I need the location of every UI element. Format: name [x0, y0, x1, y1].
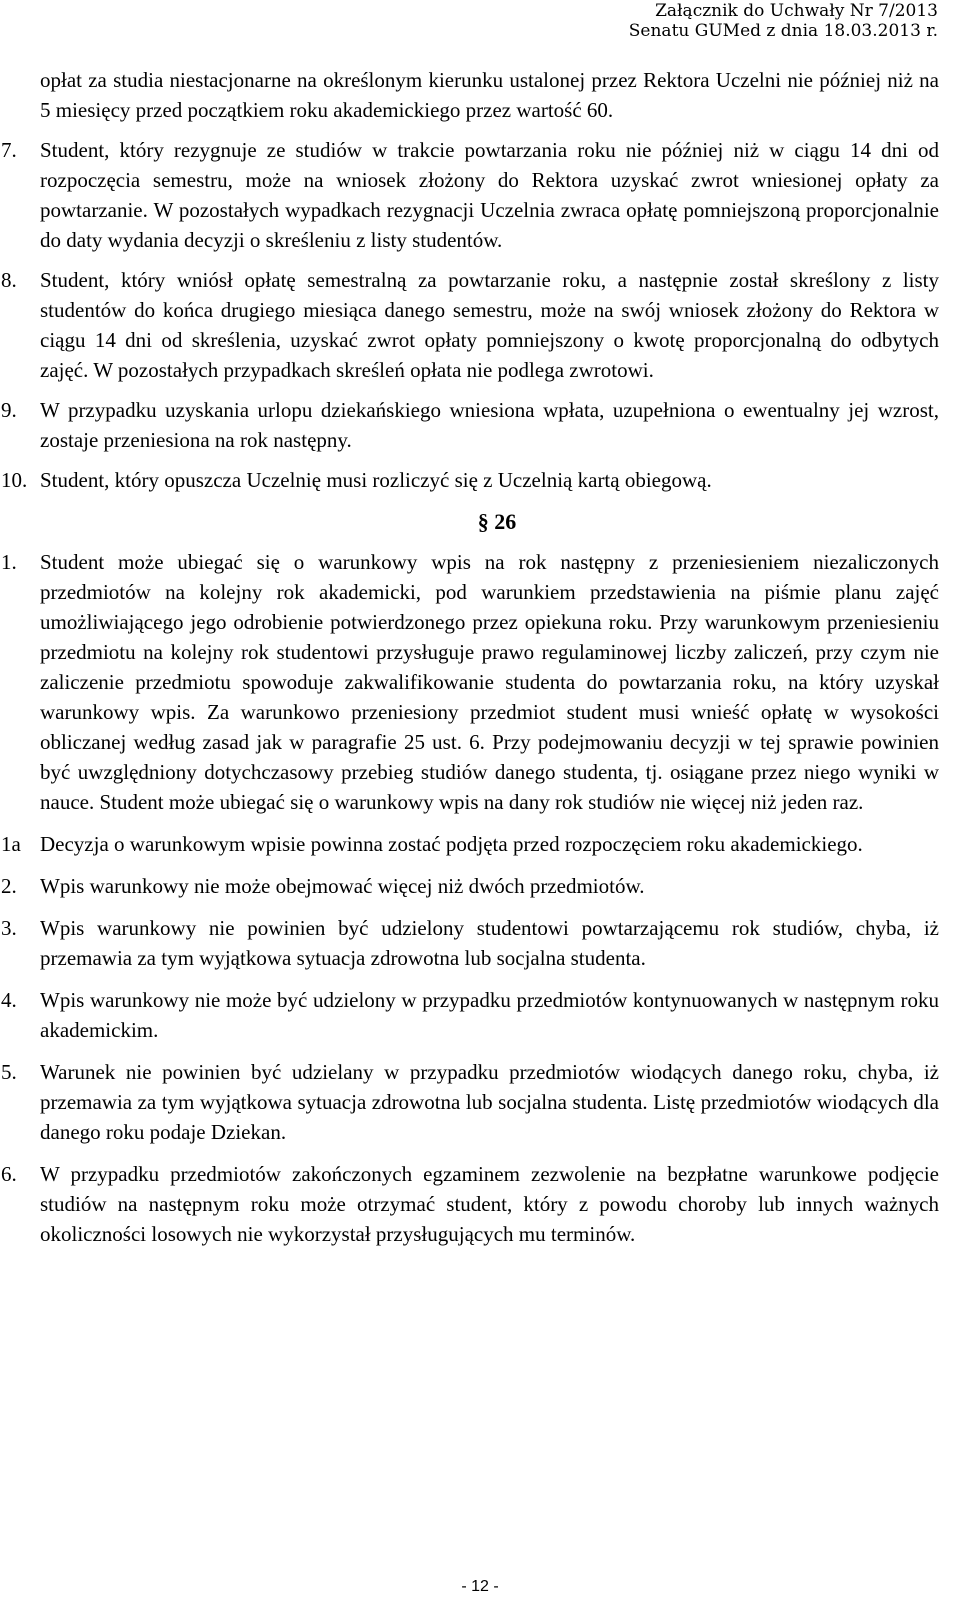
- item-text: Decyzja o warunkowym wpisie powinna zostać podjęta przed rozpoczęciem roku akademickiego.: [40, 832, 863, 856]
- item-number: 4.: [1, 988, 17, 1012]
- list-item: [1, 829, 939, 859]
- list-item: [1, 547, 939, 817]
- list-item: [1, 395, 939, 455]
- item-number: 6.: [1, 1162, 17, 1186]
- continuation-paragraph: opłat za studia niestacjonarne na określonym kierunku ustalonej przez Rektora Uczelni nie później niż na 5 miesięcy przed początkiem roku akademickiego przez wartość 60.: [40, 68, 939, 122]
- list-item: [1, 1057, 939, 1147]
- item-text: Student może ubiegać się o warunkowy wpis na rok następny z przeniesieniem niezaliczonych przedmiotów na kolejny rok akademicki, pod warunkiem przedstawienia na piśmie planu zajęć umożliwiającego jego odrobienie potwierdzonego przez opiekuna roku. Przy warunkowym przeniesieniu przedmiotu na kolejny rok studentowi przysługuje prawo regulaminowej liczby zaliczeń, przy czym nie zaliczenie przedmiotu spowoduje zakwalifikowanie studenta do powtarzania roku, na który uzyskał warunkowy wpis. Za warunkowo przeniesiony przedmiot student musi wnieść opłatę w wysokości obliczanej według zasad jak w paragrafie 25 ust. 6. Przy podejmowaniu decyzji w tej sprawie powinien być uwzględniony dotychczasowy przebieg studiów danego studenta, tj. osiągane przez niego wyniki w nauce. Student może ubiegać się o warunkowy wpis na dany rok studiów nie więcej niż jeden raz.: [40, 550, 939, 814]
- item-text: W przypadku uzyskania urlopu dziekańskiego wniesiona wpłata, uzupełniona o ewentualny jej wzrost, zostaje przeniesiona na rok następny.: [40, 398, 939, 452]
- item-number: 5.: [1, 1060, 17, 1084]
- item-text: Warunek nie powinien być udzielany w przypadku przedmiotów wiodących danego roku, chyba, iż przemawia za tym wyjątkowa sytuacja zdrowotna lub socjalna studenta. Listę przedmiotów wiodących dla danego roku podaje Dziekan.: [40, 1060, 939, 1144]
- list-item: [1, 871, 939, 901]
- document-body: [0, 65, 960, 1249]
- item-text: Wpis warunkowy nie może być udzielony w przypadku przedmiotów kontynuowanych w następnym roku akademickim.: [40, 988, 939, 1042]
- list-item: [1, 913, 939, 973]
- item-number: 10.: [1, 468, 28, 492]
- header-attachment-line: Załącznik do Uchwały Nr 7/2013: [655, 1, 938, 21]
- header-senate-line: Senatu GUMed z dnia 18.03.2013 r.: [628, 21, 938, 41]
- item-text: Wpis warunkowy nie może obejmować więcej niż dwóch przedmiotów.: [40, 874, 645, 898]
- item-text: Student, który wniósł opłatę semestralną za powtarzanie roku, a następnie został skreślony z listy studentów do końca drugiego miesiąca danego semestru, może na swój wniosek złożony do Rektora w ciągu 14 dni od skreślenia, uzyskać zwrot opłaty pomniejszony o kwotę proporcjonalną do odbytych zajęć. W pozostałych przypadkach skreśleń opłata nie podlega zwrotowi.: [40, 268, 939, 382]
- section-heading: § 26: [477, 509, 517, 534]
- item-text: W przypadku przedmiotów zakończonych egzaminem zezwolenie na bezpłatne warunkowe podjęcie studiów na następnym roku może otrzymać student, który z powodu choroby lub innych ważnych okoliczności losowych nie wykorzystał przysługujących mu terminów.: [40, 1162, 939, 1246]
- list-item: [1, 465, 939, 495]
- item-number: 8.: [1, 268, 17, 292]
- item-number: 7.: [1, 138, 17, 162]
- page-number: - 12 -: [461, 1578, 499, 1595]
- item-text: Student, który rezygnuje ze studiów w trakcie powtarzania roku nie później niż w ciągu 14 dni od rozpoczęcia semestru, może na wniosek złożony do Rektora uzyskać zwrot wniesionej opłaty za powtarzanie. W pozostałych wypadkach rezygnacji Uczelnia zwraca opłatę pomniejszoną proporcjonalnie do daty wydania decyzji o skreśleniu z listy studentów.: [40, 138, 939, 252]
- item-text: Wpis warunkowy nie powinien być udzielony studentowi powtarzającemu rok studiów, chyba, iż przemawia za tym wyjątkowa sytuacja zdrowotna lub socjalna studenta.: [40, 916, 939, 970]
- item-text: Student, który opuszcza Uczelnię musi rozliczyć się z Uczelnią kartą obiegową.: [40, 468, 712, 492]
- list-item: [1, 135, 939, 255]
- list-item: [1, 265, 939, 385]
- item-number: 1.: [1, 550, 17, 574]
- item-number: 1a: [1, 832, 21, 856]
- list-item: [1, 1159, 939, 1249]
- list-item: [1, 985, 939, 1045]
- item-number: 9.: [1, 398, 17, 422]
- item-number: 3.: [1, 916, 17, 940]
- item-number: 2.: [1, 874, 17, 898]
- page-header: [629, 1, 938, 41]
